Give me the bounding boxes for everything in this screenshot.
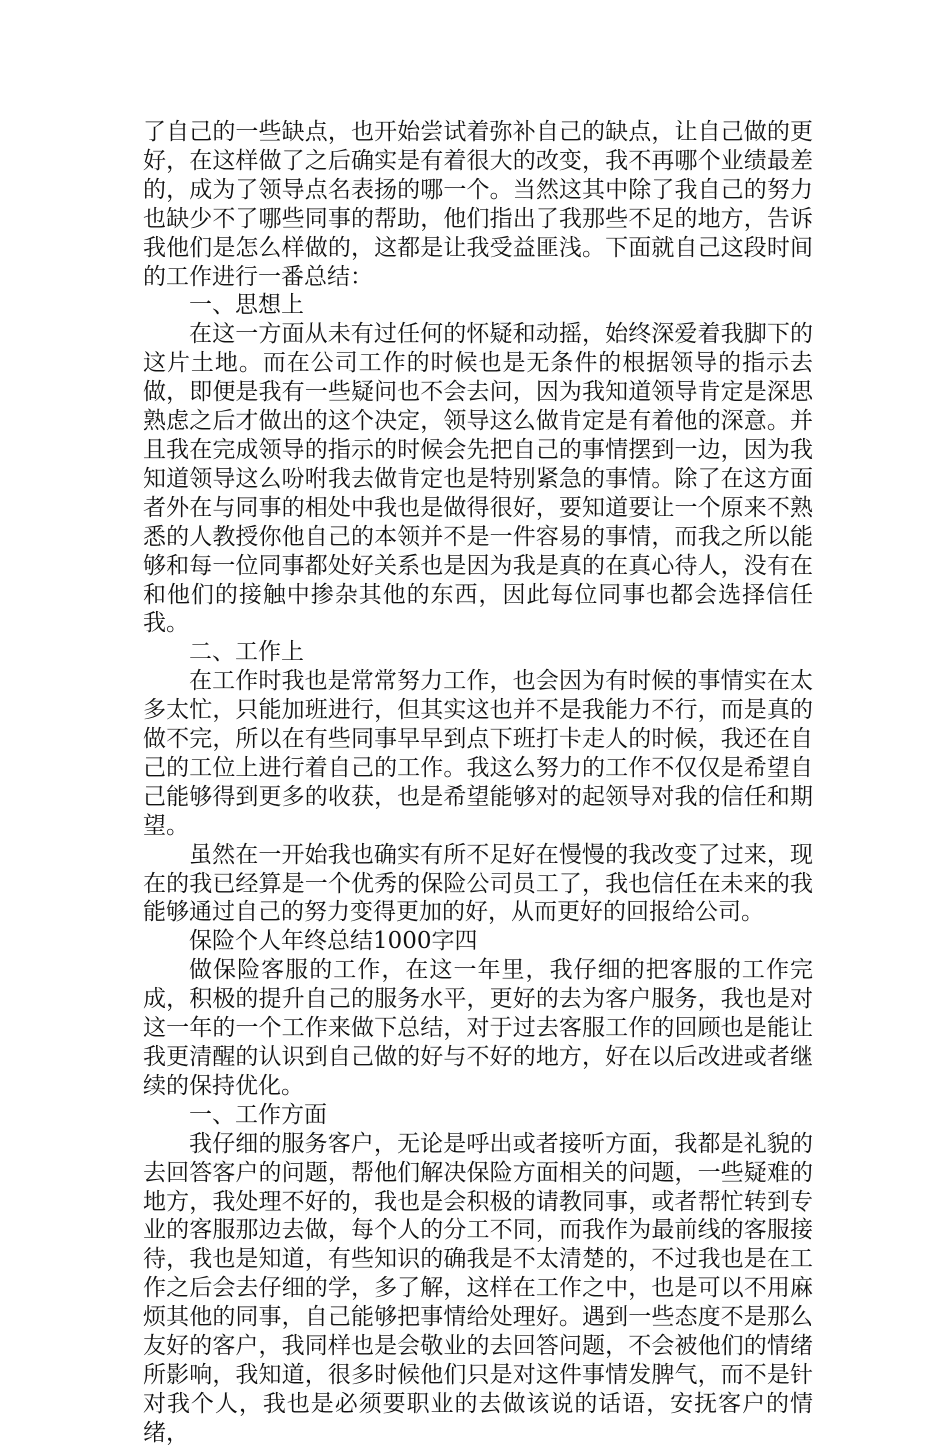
paragraph-continuation: 了自己的一些缺点，也开始尝试着弥补自己的缺点，让自己做的更好，在这样做了之后确实是有着很大的改变，我不再哪个业绩最差的，成为了领导点名表扬的哪一个。当然这其中除了我自己的努力也缺少不了哪些同事的帮助，他们指出了我那些不足的地方，告诉我他们是怎么样做的，这都是让我受益匪浅。下面就自己这段时间的工作进行一番总结：: [143, 119, 813, 290]
paragraph-work: 在工作时我也是常常努力工作，也会因为有时候的事情实在太多太忙，只能加班进行，但其实这也并不是我能力不行，而是真的做不完，所以在有些同事早早到点下班打卡走人的时候，我还在自己的工位上进行着自己的工作。我这么努力的工作不仅仅是希望自己能够得到更多的收获，也是希望能够对的起领导对我的信任和期望。: [143, 668, 813, 839]
paragraph-intro-customer-service: 做保险客服的工作，在这一年里，我仔细的把客服的工作完成，积极的提升自己的服务水平，更好的去为客户服务，我也是对这一年的一个工作来做下总结，对于过去客服工作的回顾也是能让我更清醒的认识到自己做的好与不好的地方，好在以后改进或者继续的保持优化。: [143, 957, 813, 1099]
paragraph-thinking: 在这一方面从未有过任何的怀疑和动摇，始终深爱着我脚下的这片土地。而在公司工作的时候也是无条件的根据领导的指示去做，即便是我有一些疑问也不会去问，因为我知道领导肯定是深思熟虑之后才做出的这个决定，领导这么做肯定是有着他的深意。并且我在完成领导的指示的时候会先把自己的事情摆到一边，因为我知道领导这么吩咐我去做肯定也是特别紧急的事情。除了在这方面者外在与同事的相处中我也是做得很好，要知道要让一个原来不熟悉的人教授你他自己的本领并不是一件容易的事情，而我之所以能够和每一位同事都处好关系也是因为我是真的在真心待人，没有在和他们的接触中掺杂其他的东西，因此每位同事也都会选择信任我。: [143, 321, 813, 637]
paragraph-conclusion: 虽然在一开始我也确实有所不足好在慢慢的我改变了过来，现在的我已经算是一个优秀的保险公司员工了，我也信任在未来的我能够通过自己的努力变得更加的好，从而更好的回报给公司。: [143, 841, 813, 926]
document-body: [143, 118, 813, 1448]
heading-work: 二、工作上: [189, 639, 304, 666]
heading-thinking: 一、思想上: [189, 292, 304, 319]
section-title-summary-four: 保险个人年终总结1000字四: [189, 928, 478, 955]
paragraph-customer-service: 我仔细的服务客户，无论是呼出或者接听方面，我都是礼貌的去回答客户的问题，帮他们解决保险方面相关的问题，一些疑难的地方，我处理不好的，我也是会积极的请教同事，或者帮忙转到专业的客服那边去做，每个人的分工不同，而我作为最前线的客服接待，我也是知道，有些知识的确我是不太清楚的，不过我也是在工作之后会去仔细的学，多了解，这样在工作之中，也是可以不用麻烦其他的同事，自己能够把事情给处理好。遇到一些态度不是那么友好的客户，我同样也是会敬业的去回答问题，不会被他们的情绪所影响，我知道，很多时候他们只是对这件事情发脾气，而不是针对我个人，我也是必须要职业的去做该说的话语，安抚客户的情绪，: [143, 1130, 813, 1446]
heading-work-aspect: 一、工作方面: [189, 1101, 327, 1128]
